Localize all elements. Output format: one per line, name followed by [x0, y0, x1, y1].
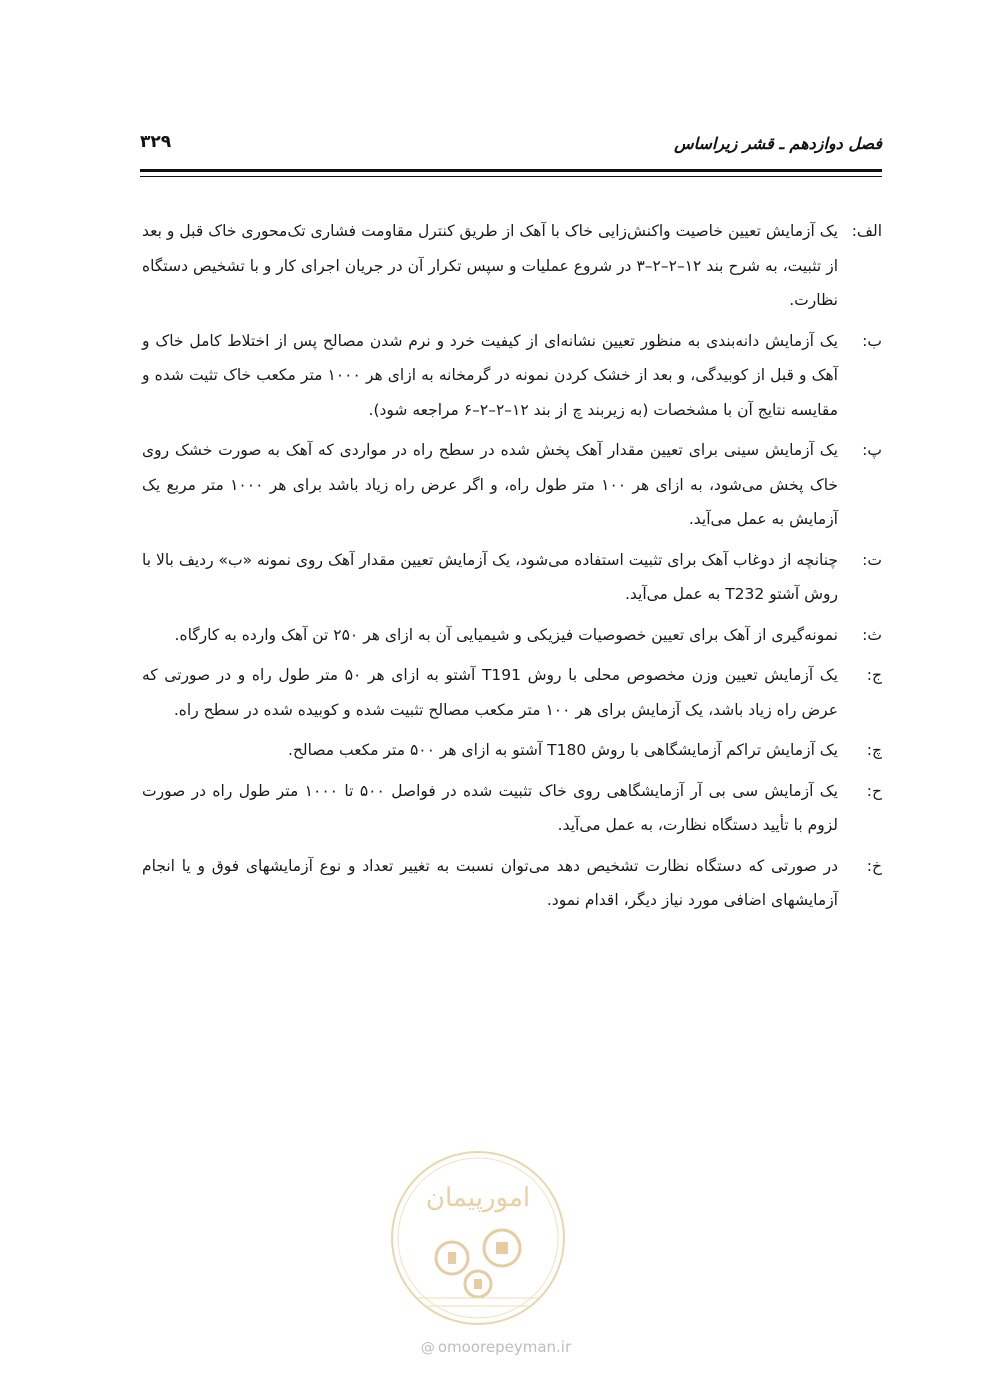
- watermark-handle-text: omoorepeyman.ir: [437, 1338, 572, 1356]
- item-label: الف:: [851, 222, 882, 240]
- item-text: چنانچه از دوغاب آهک برای تثبیت استفاده می‌شود، یک آزمایش تعیین مقدار آهک روی نمونه «ب» ردیف بالا با روش آشتو T232 به عمل می‌آید.: [142, 550, 838, 603]
- at-icon: @: [420, 1340, 435, 1356]
- item-label: ح:: [866, 781, 882, 800]
- item-label: خ:: [866, 856, 882, 875]
- item-text: یک آزمایش سی بی آر آزمایشگاهی روی خاک تثبیت شده در فواصل ۵۰۰ تا ۱۰۰۰ متر طول راه در صورت لزوم با تأیید دستگاه نظارت، به عمل می‌آید.: [142, 781, 838, 834]
- page-header: [140, 128, 882, 168]
- item-label: ب:: [862, 331, 882, 350]
- page-number: ۳۲۹: [140, 132, 172, 152]
- header-rule-thick: [140, 169, 882, 172]
- item-text: یک آزمایش تعیین خاصیت واکنش‌زایی خاک با آهک از طریق کنترل مقاومت فشاری تک‌محوری خاک قبل و بعد از تثبیت، به شرح بند ۱۲–۲–۲–۳ در شروع عملیات و سپس تکرار آن در جریان اجرای کار و با تشخیص دستگاه نظارت.: [142, 222, 838, 309]
- list-item: [142, 849, 882, 918]
- item-label: ت:: [862, 550, 882, 569]
- list-item: [142, 658, 882, 727]
- item-text: در صورتی که دستگاه نظارت تشخیص دهد می‌توان نسبت به تغییر تعداد و نوع آزمایشهای فوق و یا انجام آزمایشهای اضافی مورد نیاز دیگر، اقدام نمود.: [142, 856, 838, 909]
- watermark-text: امورپیمان: [425, 1183, 531, 1213]
- item-text: نمونه‌گیری از آهک برای تعیین خصوصیات فیزیکی و شیمیایی آن به ازای هر ۲۵۰ تن آهک وارده به کارگاه.: [174, 625, 838, 644]
- item-label: ث:: [862, 625, 882, 644]
- item-text: یک آزمایش دانه‌بندی به منظور تعیین نشانه‌ای از کیفیت خرد و نرم شدن مصالح پس از اختلاط کامل خاک و آهک و قبل از کوبیدگی، و بعد از خشک کردن نمونه در گرمخانه به ازای هر ۱۰۰۰ متر مکعب خاک تثیت شده و مقایسه نتایج آن با مشخصات (به زیربند چ از بند ۱۲–۲–۲–۶ مراجعه شود).: [142, 331, 838, 419]
- item-label: پ:: [862, 441, 882, 459]
- list-item: [142, 433, 882, 537]
- list-item: [142, 543, 882, 612]
- watermark-handle: [0, 1338, 992, 1356]
- list-item: [142, 774, 882, 843]
- item-label: چ:: [866, 741, 882, 759]
- item-label: ج:: [866, 666, 882, 684]
- list-item: [142, 324, 882, 428]
- list-item: [142, 733, 882, 768]
- item-text: یک آزمایش سینی برای تعیین مقدار آهک پخش شده در سطح راه در مواردی که آهک به صورت خشک روی خاک پخش می‌شود، به ازای هر ۱۰۰ متر طول راه، و اگر عرض راه زیاد باشد برای هر ۱۰۰۰ متر مربع یک آزمایش به عمل می‌آید.: [142, 441, 838, 528]
- watermark-seal-icon: [388, 1148, 568, 1328]
- item-text: یک آزمایش تراکم آزمایشگاهی با روش T180 آشتو به ازای هر ۵۰۰ متر مکعب مصالح.: [287, 741, 838, 759]
- item-text: یک آزمایش تعیین وزن مخصوص محلی با روش T191 آشتو به ازای هر ۵۰ متر طول راه و در صورتی که عرض راه زیاد باشد، یک آزمایش برای هر ۱۰۰ متر مکعب مصالح تثبیت شده و کوبیده شده در سطح راه.: [142, 666, 838, 719]
- tests-list: [142, 214, 882, 924]
- list-item: [142, 618, 882, 653]
- list-item: [142, 214, 882, 318]
- header-rule-thin: [140, 176, 882, 177]
- chapter-title: فصل دوازدهم ـ قشر زیراساس: [674, 134, 882, 153]
